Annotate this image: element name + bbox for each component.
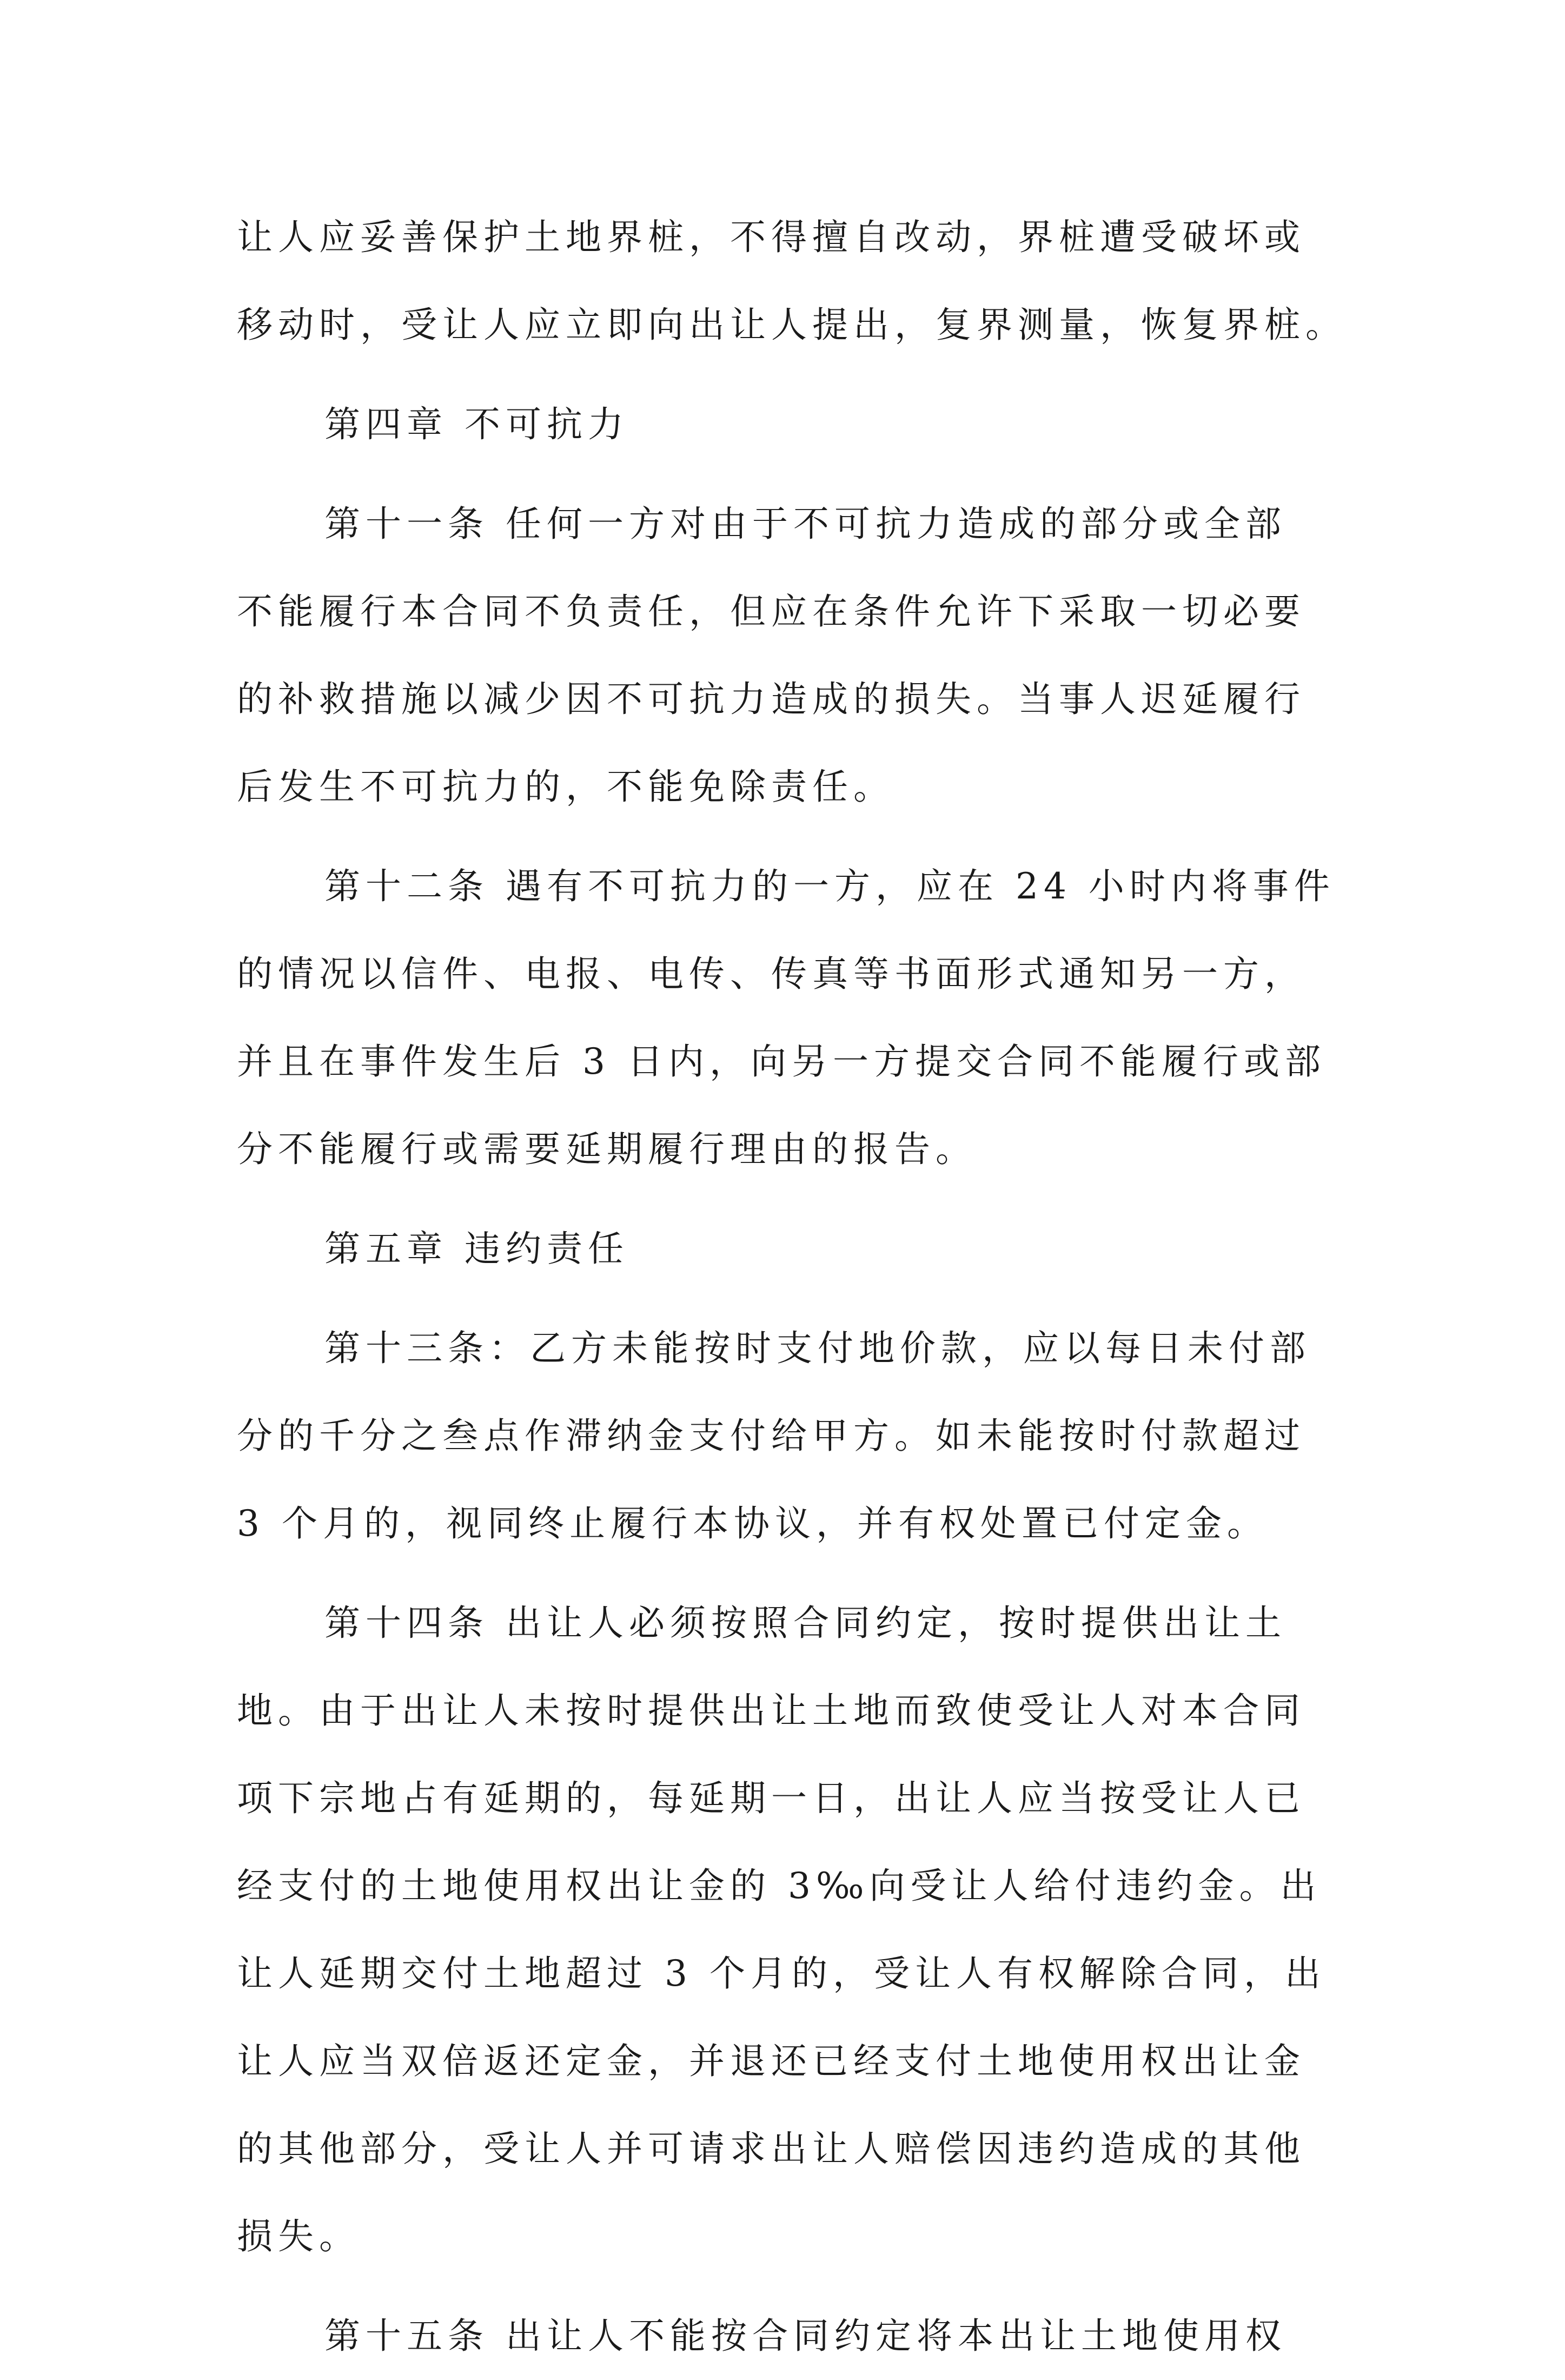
chapter-heading: 第五章 违约责任 <box>324 1228 629 1270</box>
paragraph-line: 让人应妥善保护土地界桩，不得擅自改动，界桩遭受破坏或 <box>237 216 1305 258</box>
paragraph-line: 的其他部分，受让人并可请求出让人赔偿因违约造成的其他 <box>237 2128 1305 2170</box>
article-11-line: 第十一条 任何一方对由于不可抗力造成的部分或全部 <box>324 503 1287 545</box>
article-13-line: 第十三条：乙方未能按时支付地价款，应以每日未付部 <box>324 1327 1311 1369</box>
article-12-line: 第十二条 遇有不可抗力的一方，应在 24 小时内将事件 <box>324 865 1335 907</box>
article-14-line: 第十四条 出让人必须按照合同约定，按时提供出让土 <box>324 1602 1287 1644</box>
paragraph-line: 让人延期交付土地超过 3 个月的，受让人有权解除合同，出 <box>237 1953 1326 1994</box>
paragraph-line: 3 个月的，视同终止履行本协议，并有权处置已付定金。 <box>237 1503 1268 1544</box>
paragraph-line: 并且在事件发生后 3 日内，向另一方提交合同不能履行或部 <box>237 1041 1326 1082</box>
document-body <box>237 194 1347 2380</box>
paragraph-line: 分的千分之叁点作滞纳金支付给甲方。如未能按时付款超过 <box>237 1415 1305 1457</box>
paragraph-line: 的补救措施以减少因不可抗力造成的损失。当事人迟延履行 <box>237 678 1305 720</box>
paragraph-line: 分不能履行或需要延期履行理由的报告。 <box>237 1128 977 1170</box>
article-15-line: 第十五条 出让人不能按合同约定将本出让土地使用权 <box>324 2315 1287 2357</box>
paragraph-line: 损失。 <box>237 2216 360 2257</box>
paragraph-line: 的情况以信件、电报、电传、传真等书面形式通知另一方， <box>237 953 1305 995</box>
paragraph-line: 移动时，受让人应立即向出让人提出，复界测量，恢复界桩。 <box>237 304 1347 346</box>
chapter-heading: 第四章 不可抗力 <box>324 404 629 445</box>
paragraph-line: 地。由于出让人未按时提供出让土地而致使受让人对本合同 <box>237 1690 1305 1731</box>
paragraph-line: 后发生不可抗力的，不能免除责任。 <box>237 766 894 808</box>
paragraph-line: 经支付的土地使用权出让金的 3‰向受让人给付违约金。出 <box>237 1865 1322 1907</box>
paragraph-line: 让人应当双倍返还定金，并退还已经支付土地使用权出让金 <box>237 2040 1305 2082</box>
paragraph-line: 项下宗地占有延期的，每延期一日，出让人应当按受让人已 <box>237 1777 1305 1819</box>
paragraph-line: 不能履行本合同不负责任，但应在条件允许下采取一切必要 <box>237 591 1305 632</box>
